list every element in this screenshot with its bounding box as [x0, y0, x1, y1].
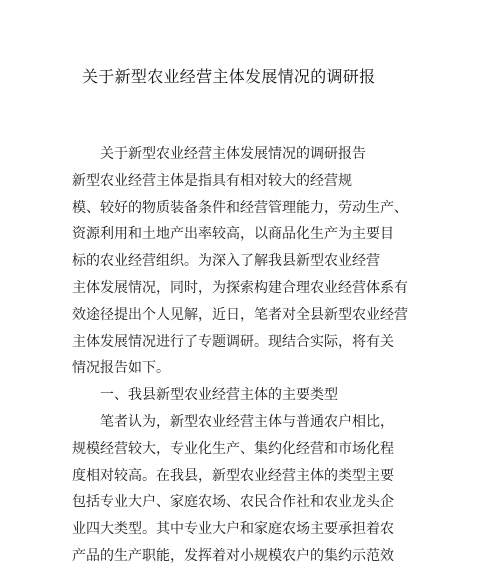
- body-line: 关于新型农业经营主体发展情况的调研报告: [72, 146, 366, 162]
- body-line: 业四大类型。其中专业大户和家庭农场主要承担着农: [72, 521, 394, 538]
- body-line: 资源利用和土地产出率较高，以商品化生产为主要目: [72, 226, 394, 243]
- body-line: 效途径提出个人见解，近日，笔者对全县新型农业经营: [72, 306, 408, 323]
- body-line: 新型农业经营主体是指具有相对较大的经营规: [72, 172, 352, 189]
- body-line: 度相对较高。在我县，新型农业经营主体的类型主要: [72, 467, 394, 484]
- body-line: 模、较好的物质装备条件和经营管理能力，劳动生产、: [72, 199, 408, 216]
- body-line: 产品的生产职能，发挥着对小规模农户的集约示范效: [72, 547, 394, 564]
- body-line: 主体发展情况进行了专题调研。现结合实际，将有关: [72, 333, 394, 350]
- body-line: 规模经营较大，专业化生产、集约化经营和市场化程: [72, 440, 394, 457]
- body-line: 笔者认为，新型农业经营主体与普通农户相比，: [72, 413, 394, 430]
- section-heading: 一、我县新型农业经营主体的主要类型: [72, 387, 338, 404]
- body-line: 主体发展情况，同时，为探索构建合理农业经营体系有: [72, 279, 408, 296]
- body-line: 标的农业经营组织。为深入了解我县新型农业经营: [72, 253, 380, 270]
- body-line: 情况报告如下。: [72, 360, 170, 377]
- document-body: [72, 141, 412, 570]
- body-line: 包括专业大户、家庭农场、农民合作社和农业龙头企: [72, 494, 394, 511]
- document-title: 关于新型农业经营主体发展情况的调研报: [82, 67, 376, 86]
